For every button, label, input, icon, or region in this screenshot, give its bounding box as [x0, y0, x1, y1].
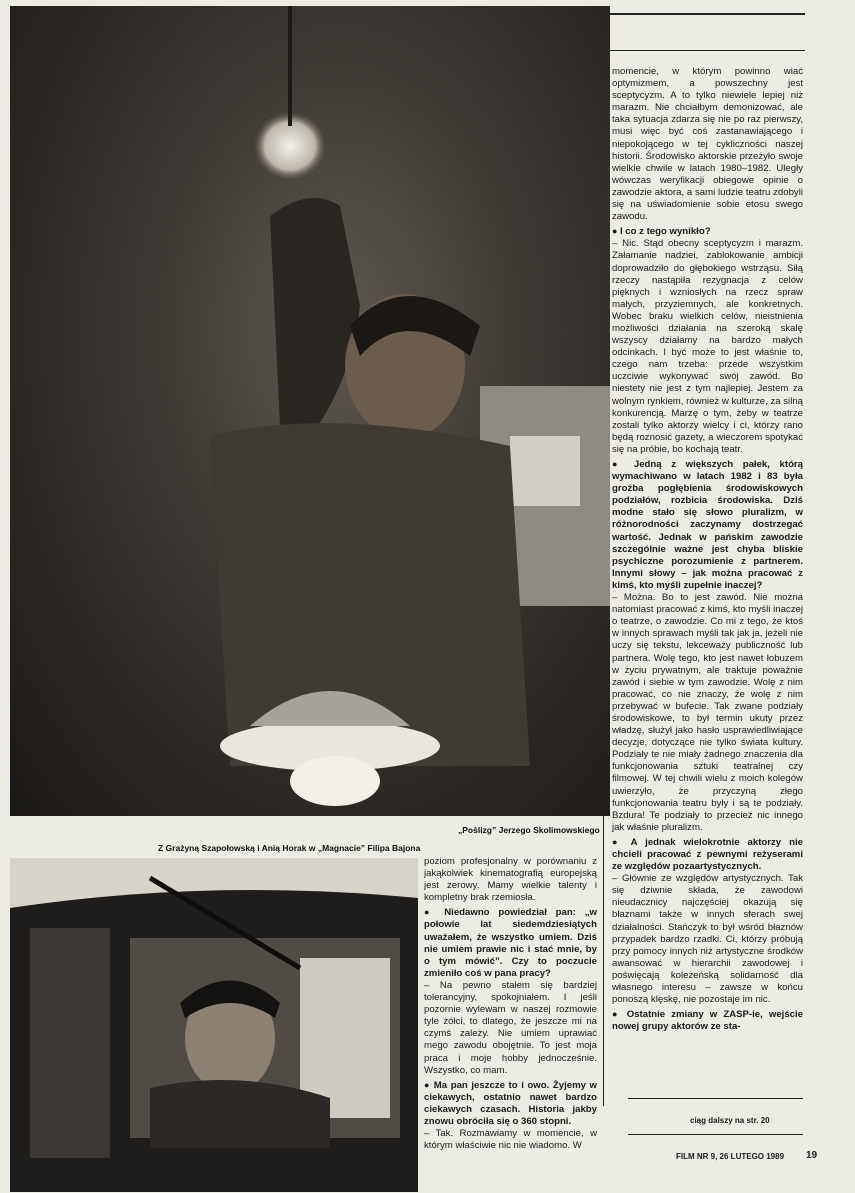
- continued-rule-bottom: [628, 1134, 803, 1135]
- paragraph: – Można. Bo to jest zawód. Nie można natomiast pracować z kimś, kto myśli inaczej o teatrze, o zawodzie. Co mi z tego, że ktoś w innych sprawach myśli tak jak ja, jeżeli nie uczy się tekstu, lekceważy publiczność lub partnera. Wolę tego, kto jest nawet łobuzem w życiu prywatnym, ale traktuje poważnie zawód i siebie w tym zawodzie. Wolę z nim pracować, co nie znaczy, że wolę z nim przebywać w bufecie. Tak zwane podziały środowiskowe, to był termin ukuty przez władzę, służył jako hasło usprawiedliwiające decyzje, dotyczące nie tylko świata kultury. Podziały te nie miały żadnego znaczenia dla funkcjonowania sztuki teatralnej czy filmowej. W tej chwili wielu z moich kolegów uwierzyło, że przyczyną złego funkcjonowania teatru były i są te podziały. Bzdura! Te podziały to przecież nic innego jak właśnie pluralizm.: [612, 592, 803, 833]
- photo-man-with-lamp: [10, 6, 610, 816]
- paragraph: – Tak. Rozmawiamy w momencie, w którym właściwie nic nie wiadomo. W: [424, 1128, 597, 1152]
- photo-man-in-car-drawing: [10, 858, 418, 1192]
- continued-note: ciąg dalszy na str. 20: [690, 1116, 770, 1125]
- issue-info: FILM NR 9, 26 LUTEGO 1989: [676, 1152, 785, 1161]
- interview-question: ● Ostatnie zmiany w ZASP-ie, wejście nowej grupy aktorów ze sta-: [612, 1008, 803, 1033]
- photo-man-with-lamp-drawing: [10, 6, 610, 816]
- right-column: [612, 66, 803, 1033]
- interview-question: ● Ma pan jeszcze to i owo. Żyjemy w ciekawych, ostatnio nawet bardzo ciekawych czasach. Historia jakby znowu obróciła się o 360 stopni.: [424, 1079, 597, 1128]
- page-number: 19: [806, 1150, 818, 1161]
- paragraph: – Na pewno stałem się bardziej tolerancyjny, spokojniałem. I jeśli pozornie wylewam w naszej rozmowie tyle żółci, to dlatego, że jeszcze mi na czymś zależy. Nie umiem uprawiać mego zawodu obojętnie. To jest moja praca i moje hobby jednocześnie. Wszystko, co mam.: [424, 979, 597, 1076]
- continued-rule-top: [628, 1098, 803, 1099]
- paragraph: momencie, w którym powinno wiać optymizmem, a powszechny jest sceptycyzm. A to tylko niewiele lepiej niż marazm. Nie chciałbym demonizować, ale taka sytuacja zdarza się nie po raz pierwszy, musi więc być coś zastanawiającego i niepokojącego w tej cykliczności naszej historii. Środowisko aktorskie przeżyło swoje wielkie chwile w latach 1980–1982. Uległy wówczas weryfikacji obiegowe opinie o zawodzie aktora, a sami ludzie teatru zdobyli się na uświadomienie sobie etosu swego zawodu.: [612, 66, 803, 223]
- paragraph: – Głównie ze względów artystycznych. Tak się dziwnie składa, że zawodowi nieudacznicy najczęściej okazują się błaznami także w innych sferach swej działalności. Stańczyk to był wśród błaznów przypadek bardzo rzadki. Ci, którzy próbują przy pomocy innych niż artystyczne środków awansować w hierarchii zawodowej i poświęcają koleżeńską solidarność dla własnego interesu – zawsze w końcu ponoszą klęskę, nie pozostaje im nic.: [612, 873, 803, 1006]
- photo-man-in-car: [10, 858, 418, 1192]
- interview-question: ● Jedną z większych pałek, którą wymachiwano w latach 1982 i 83 była groźba pogłębienia środowiskowych podziałów, rozbicia środowiska. Dziś modne stało się słowo pluralizm, w różnorodności zaczynamy dostrzegać wartość. Jednak w pańskim zawodzie szczególnie ważne jest chyba bliskie psychiczne porozumienie z partnerem. Innymi słowy – jak można pracować z kimś, kto myśli zupełnie inaczej?: [612, 458, 803, 592]
- caption-middle-left: Z Grażyną Szapołowską i Anią Horak w „Magnacie” Filipa Bajona: [158, 843, 421, 853]
- interview-question: ● I co z tego wynikło?: [612, 225, 803, 238]
- caption-top-right: „Poślizg” Jerzego Skolimowskiego: [458, 825, 600, 835]
- paragraph: – Nic. Stąd obecny sceptycyzm i marazm. Załamanie nadziei, zablokowanie ambicji doprowadziło do głębokiego wstrząsu. Siłą rzeczy nastąpiła rezygnacja z celów pięknych i wzniosłych na rzecz spraw małych, przyziemnych, ale konkretnych. Wobec braku wielkich celów, nieistnienia możliwości działania na szeroką skalę wszyscy działamy na bardzo małych odcinkach. I być może to jest właśnie to, czego nam trzeba: przede wszystkim uczciwie wykonywać swój zawód. Bo niestety nie jest z tym najlepiej. Jestem za wolnym rynkiem, również w kulturze, za silną konkurencją. Marzę o tym, żeby w teatrze zostali tylko aktorzy wielcy i ci, którzy rano będą roznosić gazety, a wieczorem spotykać się na próbie, bo kochają teatr.: [612, 238, 803, 455]
- column-rule-top: [603, 50, 805, 51]
- paragraph: poziom profesjonalny w porównaniu z jakąkolwiek kinematografią europejską jest zerowy. Mamy wielkie talenty i kompletny brak rzemiosła.: [424, 856, 597, 904]
- interview-question: ● A jednak wielokrotnie aktorzy nie chcieli pracować z pewnymi reżyserami ze względów pozaartystycznych.: [612, 836, 803, 873]
- middle-column: [424, 856, 597, 1152]
- top-rule: [603, 13, 805, 15]
- interview-question: ● Niedawno powiedział pan: „w połowie lat siedemdziesiątych uważałem, że wszystko umiem. Dziś nie umiem prawie nic i stać mnie, by o tym mówić”. Czy to poczucie zmieniło coś w pana pracy?: [424, 906, 597, 980]
